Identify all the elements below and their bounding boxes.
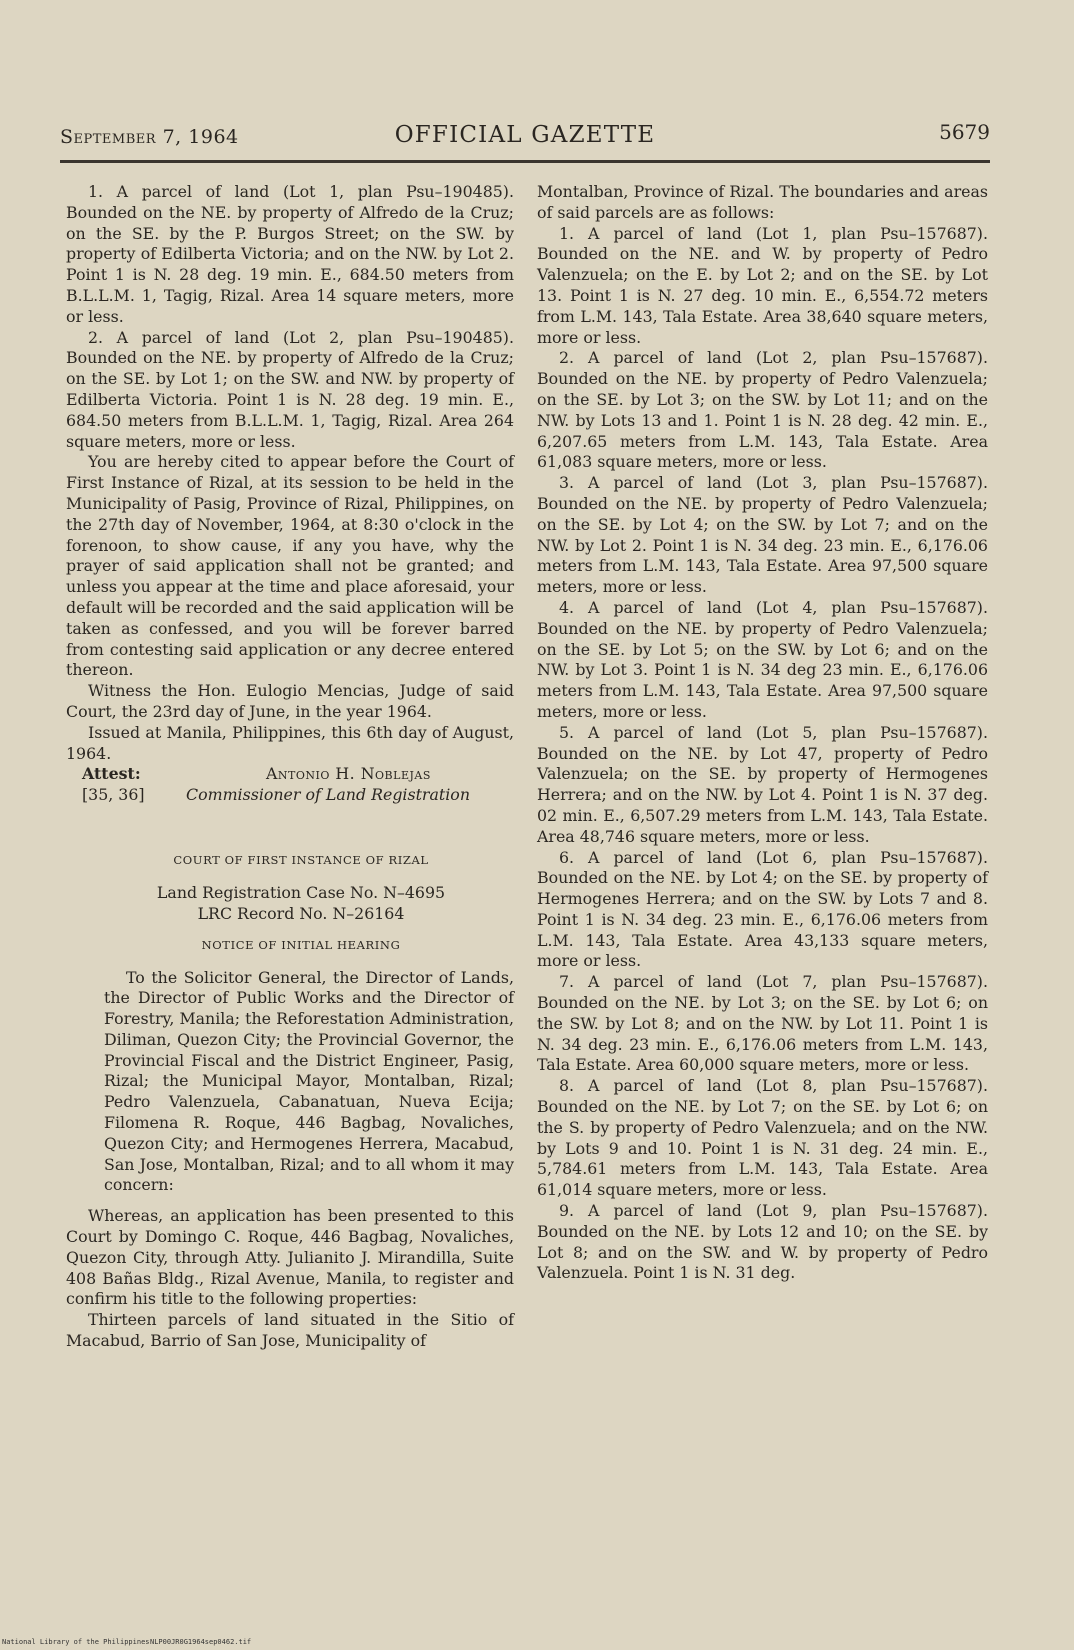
parcel-paragraph: 6. A parcel of land (Lot 6, plan Psu–157687). Bounded on the NE. by Lot 4; on the SE. by property of Hermogenes Herrera; and on the SW. by Lots 7 and 8. Point 1 is N. 34 deg. 23 min. E., 6,176.06 meters from L.M. 143, Tala Estate. Area 43,133 square meters, more or less. [537, 847, 988, 971]
attest-title: Commissioner of Land Registration [186, 785, 470, 805]
parcel-paragraph: 5. A parcel of land (Lot 5, plan Psu–157687). Bounded on the NE. by Lot 47, property of Pedro Valenzuela; on the SE. by property of Hermogenes Herrera; and on the NW. by Lot 4. Point 1 is N. 37 deg. 02 min. E., 6,507.29 meters from L.M. 143, Tala Estate. Area 48,746 square meters, more or less. [537, 722, 988, 846]
parcel-paragraph: 2. A parcel of land (Lot 2, plan Psu–190485). Bounded on the NE. by property of Alfredo de la Cruz; on the SE. by Lot 1; on the SW. and NW. by property of Edilberta Victoria. Point 1 is N. 28 deg. 19 min. E., 684.50 meters from B.L.L.M. 1, Tagig, Rizal. Area 264 square meters, more or less. [66, 327, 514, 451]
footer-file: NLP00JR0G1964sep0462.tif [150, 1638, 252, 1646]
parcel-paragraph: 9. A parcel of land (Lot 9, plan Psu–157687). Bounded on the NE. by Lots 12 and 10; on the SE. by Lot 8; and on the SW. and W. by property of Pedro Valenzuela. Point 1 is N. 31 deg. [537, 1201, 988, 1283]
lrc-record-number: LRC Record No. N–26164 [197, 903, 405, 923]
parcel-paragraph: 1. A parcel of land (Lot 1, plan Psu–157687). Bounded on the NE. and W. by property of Pedro Valenzuela; on the E. by Lot 2; and on the SE. by Lot 13. Point 1 is N. 27 deg. 10 min. E., 6,554.72 meters from L.M. 143, Tala Estate. Area 38,640 square meters, more or less. [537, 223, 988, 347]
case-number: Land Registration Case No. N–4695 [156, 883, 446, 903]
left-column [66, 182, 514, 1352]
right-column [537, 182, 988, 1284]
continuation-paragraph: Montalban, Province of Rizal. The boundaries and areas of said parcels are as follows: [537, 182, 988, 222]
issued-paragraph: Issued at Manila, Philippines, this 6th day of August, 1964. [66, 722, 514, 763]
scan-footer [0, 1636, 1074, 1650]
thirteen-parcels-paragraph: Thirteen parcels of land situated in the Sitio of Macabud, Barrio of San Jose, Municipality of [66, 1310, 514, 1351]
attest-label: Attest: [82, 764, 141, 784]
parcel-paragraph: 2. A parcel of land (Lot 2, plan Psu–157687). Bounded on the NE. by property of Pedro Valenzuela; on the SE. by Lot 3; on the SW. by Lot 11; and on the NW. by Lots 13 and 1. Point 1 is N. 28 deg. 42 min. E., 6,207.65 meters from L.M. 143, Tala Estate. Area 61,083 square meters, more or less. [537, 348, 988, 472]
header-date: September 7, 1964 [60, 126, 239, 148]
whereas-paragraph: Whereas, an application has been presented to this Court by Domingo C. Roque, 446 Bagbag, Novaliches, Quezon City, through Atty. Julianito J. Mirandilla, Suite 408 Bañas Bldg., Rizal Avenue, Manila, to register and confirm his title to the following properties: [66, 1206, 514, 1309]
attest-signatory: Antonio H. Noblejas [266, 764, 431, 784]
witness-paragraph: Witness the Hon. Eulogio Mencias, Judge of said Court, the 23rd day of June, in the year 1964. [66, 681, 514, 721]
parcel-paragraph: 3. A parcel of land (Lot 3, plan Psu–157687). Bounded on the NE. by property of Pedro Valenzuela; on the SE. by Lot 4; on the SW. by Lot 7; and on the NW. by Lot 2. Point 1 is N. 34 deg. 23 min. E., 6,176.06 meters from L.M. 143, Tala Estate. Area 97,500 square meters, more or less. [537, 473, 988, 597]
header-title: OFFICIAL GAZETTE [394, 122, 656, 148]
addressee-paragraph: To the Solicitor General, the Director of Lands, the Director of Public Works and the Director of Forestry, Manila; the Reforestation Administration, Diliman, Quezon City; the Provincial Governor, the Provincial Fiscal and the District Engineer, Pasig, Rizal; the Municipal Mayor, Montalban, Rizal; Pedro Valenzuela, Cabanatuan, Nueva Ecija; Filomena R. Roque, 446 Bagbag, Novaliches, Quezon City; and Hermogenes Herrera, Macabud, San Jose, Montalban, Rizal; and to all whom it may concern: [104, 967, 514, 1195]
attestation-block [66, 764, 514, 806]
notice-heading: NOTICE OF INITIAL HEARING [201, 937, 401, 952]
court-heading: COURT OF FIRST INSTANCE OF RIZAL [173, 853, 429, 868]
parcel-paragraph: 8. A parcel of land (Lot 8, plan Psu–157687). Bounded on the NE. by Lot 7; on the SE. by Lot 6; on the S. by property of Pedro Valenzuela; and on the NW. by Lots 9 and 10. Point 1 is N. 31 deg. 24 min. E., 5,784.61 meters from L.M. 143, Tala Estate. Area 61,014 square meters, more or less. [537, 1076, 988, 1200]
parcel-paragraph: 4. A parcel of land (Lot 4, plan Psu–157687). Bounded on the NE. by property of Pedro Valenzuela; on the SE. by Lot 5; on the SW. by Lot 6; and on the NW. by Lot 3. Point 1 is N. 34 deg 23 min. E., 6,176.06 meters from L.M. 143, Tala Estate. Area 97,500 square meters, more or less. [537, 597, 988, 721]
parcel-paragraph: 7. A parcel of land (Lot 7, plan Psu–157687). Bounded on the NE. by Lot 3; on the SE. by Lot 6; on the SW. by Lot 8; and on the NW. by Lot 11. Point 1 is N. 34 deg. 23 min. E., 6,176.06 meters from L.M. 143, Tala Estate. Area 60,000 square meters, more or less. [537, 972, 988, 1075]
attest-reference: [35, 36] [82, 785, 145, 805]
header-rule [60, 160, 990, 163]
footer-library: National Library of the Philippines [2, 1638, 150, 1646]
parcel-paragraph: 1. A parcel of land (Lot 1, plan Psu–190485). Bounded on the NE. by property of Alfredo de la Cruz; on the SE. by the P. Burgos Street; on the SW. by property of Edilberta Victoria; and on the NW. by Lot 2. Point 1 is N. 28 deg. 19 min. E., 684.50 meters from B.L.L.M. 1, Tagig, Rizal. Area 14 square meters, more or less. [66, 182, 514, 326]
page-number: 5679 [939, 120, 990, 144]
citation-paragraph: You are hereby cited to appear before the Court of First Instance of Rizal, at its session to be held in the Municipality of Pasig, Province of Rizal, Philippines, on the 27th day of November, 1964, at 8:30 o'clock in the forenoon, to show cause, if any you have, why the prayer of said application shall not be granted; and unless you appear at the time and place aforesaid, your default will be recorded and the said application will be taken as confessed, and you will be forever barred from contesting said application or any decree entered thereon. [66, 452, 514, 680]
page-header [60, 120, 990, 152]
